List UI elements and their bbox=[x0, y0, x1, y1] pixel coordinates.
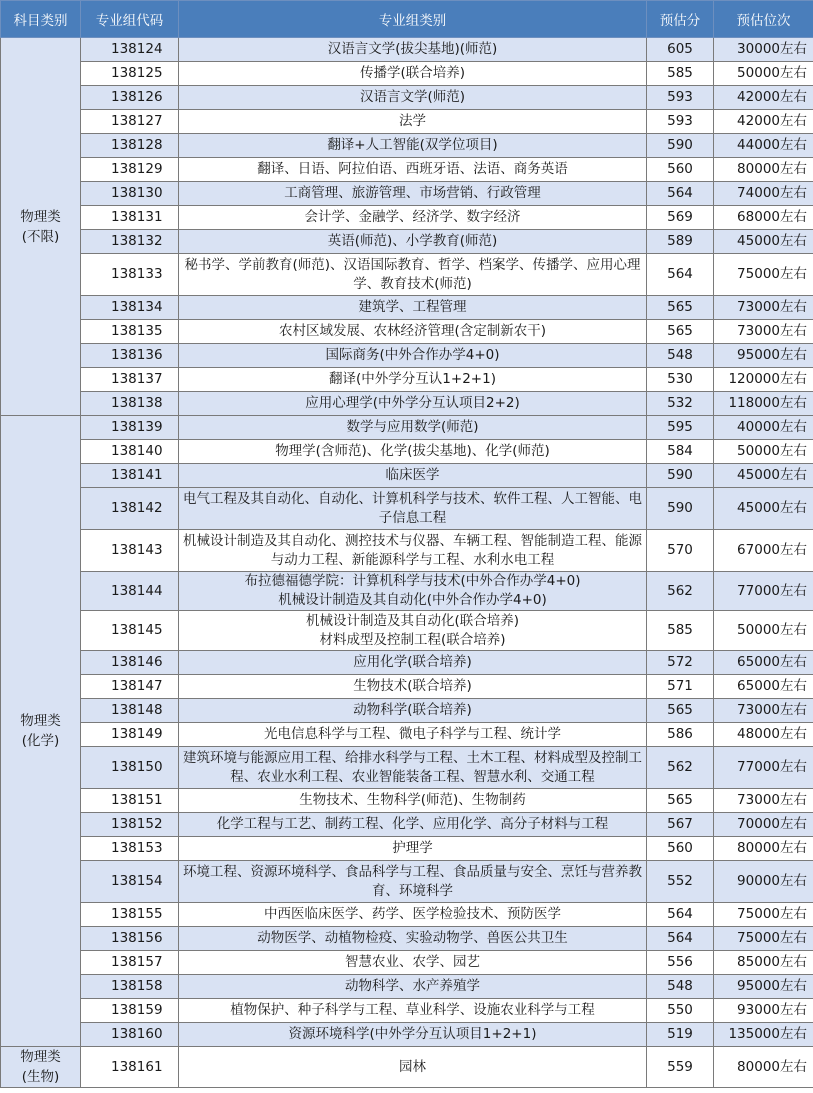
rank-cell: 42000左右 bbox=[714, 86, 813, 110]
score-cell: 565 bbox=[647, 296, 714, 320]
table-row bbox=[1, 464, 813, 488]
table-row bbox=[1, 86, 813, 110]
score-cell: 556 bbox=[647, 951, 714, 975]
group-code-cell: 138158 bbox=[81, 975, 179, 999]
table-row bbox=[1, 611, 813, 651]
rank-cell: 73000左右 bbox=[714, 296, 813, 320]
rank-cell: 45000左右 bbox=[714, 230, 813, 254]
rank-cell: 65000左右 bbox=[714, 675, 813, 699]
table-row bbox=[1, 789, 813, 813]
group-code-cell: 138159 bbox=[81, 999, 179, 1023]
table-row bbox=[1, 230, 813, 254]
majors-cell: 光电信息科学与工程、微电子科学与工程、统计学 bbox=[179, 723, 647, 747]
score-cell: 605 bbox=[647, 38, 714, 62]
rank-cell: 44000左右 bbox=[714, 134, 813, 158]
rank-cell: 75000左右 bbox=[714, 927, 813, 951]
header-rank: 预估位次 bbox=[714, 1, 813, 38]
group-code-cell: 138127 bbox=[81, 110, 179, 134]
majors-cell: 资源环境科学(中外学分互认项目1+2+1) bbox=[179, 1023, 647, 1047]
group-code-cell: 138143 bbox=[81, 530, 179, 572]
group-code-cell: 138125 bbox=[81, 62, 179, 86]
group-code-cell: 138140 bbox=[81, 440, 179, 464]
group-code-cell: 138126 bbox=[81, 86, 179, 110]
score-cell: 585 bbox=[647, 62, 714, 86]
majors-cell: 化学工程与工艺、制药工程、化学、应用化学、高分子材料与工程 bbox=[179, 813, 647, 837]
majors-cell: 园林 bbox=[179, 1047, 647, 1088]
majors-cell: 会计学、金融学、经济学、数字经济 bbox=[179, 206, 647, 230]
rank-cell: 80000左右 bbox=[714, 158, 813, 182]
majors-cell: 护理学 bbox=[179, 837, 647, 861]
score-cell: 530 bbox=[647, 368, 714, 392]
table-row bbox=[1, 134, 813, 158]
group-code-cell: 138161 bbox=[81, 1047, 179, 1088]
score-cell: 565 bbox=[647, 789, 714, 813]
group-code-cell: 138152 bbox=[81, 813, 179, 837]
rank-cell: 30000左右 bbox=[714, 38, 813, 62]
table-row bbox=[1, 723, 813, 747]
group-code-cell: 138149 bbox=[81, 723, 179, 747]
majors-cell: 应用化学(联合培养) bbox=[179, 651, 647, 675]
majors-cell: 植物保护、种子科学与工程、草业科学、设施农业科学与工程 bbox=[179, 999, 647, 1023]
score-cell: 567 bbox=[647, 813, 714, 837]
header-row bbox=[1, 1, 813, 38]
majors-cell: 汉语言文学(拔尖基地)(师范) bbox=[179, 38, 647, 62]
table-row bbox=[1, 62, 813, 86]
table-row bbox=[1, 837, 813, 861]
group-code-cell: 138153 bbox=[81, 837, 179, 861]
score-cell: 585 bbox=[647, 611, 714, 651]
majors-cell: 中西医临床医学、药学、医学检验技术、预防医学 bbox=[179, 903, 647, 927]
table-row bbox=[1, 254, 813, 296]
group-code-cell: 138155 bbox=[81, 903, 179, 927]
table-body bbox=[1, 38, 813, 1088]
score-cell: 590 bbox=[647, 134, 714, 158]
table-row bbox=[1, 182, 813, 206]
group-code-cell: 138150 bbox=[81, 747, 179, 789]
score-cell: 565 bbox=[647, 320, 714, 344]
majors-cell: 电气工程及其自动化、自动化、计算机科学与技术、软件工程、人工智能、电子信息工程 bbox=[179, 488, 647, 530]
majors-cell: 应用心理学(中外学分互认项目2+2) bbox=[179, 392, 647, 416]
rank-cell: 45000左右 bbox=[714, 488, 813, 530]
score-cell: 548 bbox=[647, 344, 714, 368]
majors-cell: 法学 bbox=[179, 110, 647, 134]
group-code-cell: 138156 bbox=[81, 927, 179, 951]
table-row bbox=[1, 813, 813, 837]
rank-cell: 75000左右 bbox=[714, 254, 813, 296]
rank-cell: 80000左右 bbox=[714, 1047, 813, 1088]
table-row bbox=[1, 158, 813, 182]
rank-cell: 73000左右 bbox=[714, 789, 813, 813]
majors-cell: 临床医学 bbox=[179, 464, 647, 488]
rank-cell: 135000左右 bbox=[714, 1023, 813, 1047]
rank-cell: 77000左右 bbox=[714, 572, 813, 611]
score-cell: 564 bbox=[647, 927, 714, 951]
header-code: 专业组代码 bbox=[81, 1, 179, 38]
rank-cell: 42000左右 bbox=[714, 110, 813, 134]
majors-cell: 秘书学、学前教育(师范)、汉语国际教育、哲学、档案学、传播学、应用心理学、教育技术(师范) bbox=[179, 254, 647, 296]
majors-cell: 翻译+人工智能(双学位项目) bbox=[179, 134, 647, 158]
rank-cell: 48000左右 bbox=[714, 723, 813, 747]
majors-cell: 机械设计制造及其自动化、测控技术与仪器、车辆工程、智能制造工程、能源与动力工程、新能源科学与工程、水利水电工程 bbox=[179, 530, 647, 572]
majors-cell: 翻译(中外学分互认1+2+1) bbox=[179, 368, 647, 392]
group-code-cell: 138132 bbox=[81, 230, 179, 254]
majors-cell: 生物技术、生物科学(师范)、生物制药 bbox=[179, 789, 647, 813]
score-cell: 565 bbox=[647, 699, 714, 723]
group-code-cell: 138141 bbox=[81, 464, 179, 488]
score-cell: 593 bbox=[647, 110, 714, 134]
group-code-cell: 138142 bbox=[81, 488, 179, 530]
header-majors: 专业组类别 bbox=[179, 1, 647, 38]
table-row bbox=[1, 320, 813, 344]
score-cell: 589 bbox=[647, 230, 714, 254]
header-subject: 科目类别 bbox=[1, 1, 81, 38]
group-code-cell: 138148 bbox=[81, 699, 179, 723]
header-score: 预估分 bbox=[647, 1, 714, 38]
rank-cell: 40000左右 bbox=[714, 416, 813, 440]
majors-cell: 动物科学、水产养殖学 bbox=[179, 975, 647, 999]
majors-cell: 物理学(含师范)、化学(拔尖基地)、化学(师范) bbox=[179, 440, 647, 464]
table-row bbox=[1, 699, 813, 723]
rank-cell: 74000左右 bbox=[714, 182, 813, 206]
rank-cell: 50000左右 bbox=[714, 611, 813, 651]
score-cell: 593 bbox=[647, 86, 714, 110]
group-code-cell: 138124 bbox=[81, 38, 179, 62]
majors-cell: 农村区域发展、农林经济管理(含定制新农干) bbox=[179, 320, 647, 344]
table-row bbox=[1, 440, 813, 464]
table-row bbox=[1, 38, 813, 62]
score-cell: 590 bbox=[647, 488, 714, 530]
majors-cell: 工商管理、旅游管理、市场营销、行政管理 bbox=[179, 182, 647, 206]
rank-cell: 65000左右 bbox=[714, 651, 813, 675]
group-code-cell: 138157 bbox=[81, 951, 179, 975]
table-row bbox=[1, 416, 813, 440]
table-row bbox=[1, 296, 813, 320]
rank-cell: 95000左右 bbox=[714, 344, 813, 368]
score-cell: 552 bbox=[647, 861, 714, 903]
majors-cell: 生物技术(联合培养) bbox=[179, 675, 647, 699]
score-cell: 550 bbox=[647, 999, 714, 1023]
table-row bbox=[1, 861, 813, 903]
score-cell: 584 bbox=[647, 440, 714, 464]
score-cell: 570 bbox=[647, 530, 714, 572]
majors-cell: 动物医学、动植物检疫、实验动物学、兽医公共卫生 bbox=[179, 927, 647, 951]
score-cell: 571 bbox=[647, 675, 714, 699]
rank-cell: 45000左右 bbox=[714, 464, 813, 488]
rank-cell: 118000左右 bbox=[714, 392, 813, 416]
rank-cell: 73000左右 bbox=[714, 320, 813, 344]
table-row bbox=[1, 530, 813, 572]
score-cell: 560 bbox=[647, 837, 714, 861]
table-row bbox=[1, 488, 813, 530]
score-cell: 562 bbox=[647, 747, 714, 789]
score-cell: 564 bbox=[647, 182, 714, 206]
majors-cell: 环境工程、资源环境科学、食品科学与工程、食品质量与安全、烹饪与营养教育、环境科学 bbox=[179, 861, 647, 903]
rank-cell: 90000左右 bbox=[714, 861, 813, 903]
majors-cell: 国际商务(中外合作办学4+0) bbox=[179, 344, 647, 368]
group-code-cell: 138151 bbox=[81, 789, 179, 813]
majors-cell: 汉语言文学(师范) bbox=[179, 86, 647, 110]
rank-cell: 80000左右 bbox=[714, 837, 813, 861]
table-row bbox=[1, 651, 813, 675]
rank-cell: 85000左右 bbox=[714, 951, 813, 975]
score-cell: 560 bbox=[647, 158, 714, 182]
table-row bbox=[1, 368, 813, 392]
table-row bbox=[1, 999, 813, 1023]
rank-cell: 70000左右 bbox=[714, 813, 813, 837]
rank-cell: 95000左右 bbox=[714, 975, 813, 999]
subject-category-cell: 物理类 (生物) bbox=[1, 1047, 81, 1088]
table-row bbox=[1, 1047, 813, 1088]
table-row bbox=[1, 392, 813, 416]
table-row bbox=[1, 675, 813, 699]
table-row bbox=[1, 344, 813, 368]
group-code-cell: 138131 bbox=[81, 206, 179, 230]
subject-category-cell: 物理类 (不限) bbox=[1, 38, 81, 416]
rank-cell: 93000左右 bbox=[714, 999, 813, 1023]
score-cell: 519 bbox=[647, 1023, 714, 1047]
table-row bbox=[1, 927, 813, 951]
rank-cell: 68000左右 bbox=[714, 206, 813, 230]
score-cell: 572 bbox=[647, 651, 714, 675]
table-row bbox=[1, 572, 813, 611]
score-cell: 548 bbox=[647, 975, 714, 999]
group-code-cell: 138130 bbox=[81, 182, 179, 206]
score-cell: 569 bbox=[647, 206, 714, 230]
score-cell: 564 bbox=[647, 254, 714, 296]
score-cell: 590 bbox=[647, 464, 714, 488]
majors-cell: 建筑学、工程管理 bbox=[179, 296, 647, 320]
group-code-cell: 138145 bbox=[81, 611, 179, 651]
majors-cell: 翻译、日语、阿拉伯语、西班牙语、法语、商务英语 bbox=[179, 158, 647, 182]
rank-cell: 73000左右 bbox=[714, 699, 813, 723]
table-row bbox=[1, 951, 813, 975]
majors-cell: 传播学(联合培养) bbox=[179, 62, 647, 86]
group-code-cell: 138128 bbox=[81, 134, 179, 158]
group-code-cell: 138147 bbox=[81, 675, 179, 699]
majors-cell: 布拉德福德学院：计算机科学与技术(中外合作办学4+0) 机械设计制造及其自动化(中外合作办学4+0) bbox=[179, 572, 647, 611]
group-code-cell: 138135 bbox=[81, 320, 179, 344]
rank-cell: 77000左右 bbox=[714, 747, 813, 789]
group-code-cell: 138144 bbox=[81, 572, 179, 611]
subject-category-cell: 物理类 (化学) bbox=[1, 416, 81, 1047]
majors-cell: 建筑环境与能源应用工程、给排水科学与工程、土木工程、材料成型及控制工程、农业水利工程、农业智能装备工程、智慧水利、交通工程 bbox=[179, 747, 647, 789]
majors-cell: 智慧农业、农学、园艺 bbox=[179, 951, 647, 975]
table-row bbox=[1, 747, 813, 789]
rank-cell: 120000左右 bbox=[714, 368, 813, 392]
group-code-cell: 138137 bbox=[81, 368, 179, 392]
score-cell: 564 bbox=[647, 903, 714, 927]
score-cell: 532 bbox=[647, 392, 714, 416]
group-code-cell: 138138 bbox=[81, 392, 179, 416]
score-cell: 586 bbox=[647, 723, 714, 747]
group-code-cell: 138129 bbox=[81, 158, 179, 182]
rank-cell: 75000左右 bbox=[714, 903, 813, 927]
group-code-cell: 138154 bbox=[81, 861, 179, 903]
table-row bbox=[1, 1023, 813, 1047]
rank-cell: 50000左右 bbox=[714, 62, 813, 86]
score-cell: 562 bbox=[647, 572, 714, 611]
group-code-cell: 138133 bbox=[81, 254, 179, 296]
table-row bbox=[1, 206, 813, 230]
group-code-cell: 138160 bbox=[81, 1023, 179, 1047]
score-cell: 595 bbox=[647, 416, 714, 440]
score-cell: 559 bbox=[647, 1047, 714, 1088]
table-row bbox=[1, 975, 813, 999]
majors-cell: 机械设计制造及其自动化(联合培养) 材料成型及控制工程(联合培养) bbox=[179, 611, 647, 651]
table-row bbox=[1, 110, 813, 134]
group-code-cell: 138139 bbox=[81, 416, 179, 440]
majors-cell: 英语(师范)、小学教育(师范) bbox=[179, 230, 647, 254]
group-code-cell: 138146 bbox=[81, 651, 179, 675]
rank-cell: 67000左右 bbox=[714, 530, 813, 572]
majors-cell: 数学与应用数学(师范) bbox=[179, 416, 647, 440]
rank-cell: 50000左右 bbox=[714, 440, 813, 464]
group-code-cell: 138136 bbox=[81, 344, 179, 368]
table-row bbox=[1, 903, 813, 927]
group-code-cell: 138134 bbox=[81, 296, 179, 320]
majors-cell: 动物科学(联合培养) bbox=[179, 699, 647, 723]
